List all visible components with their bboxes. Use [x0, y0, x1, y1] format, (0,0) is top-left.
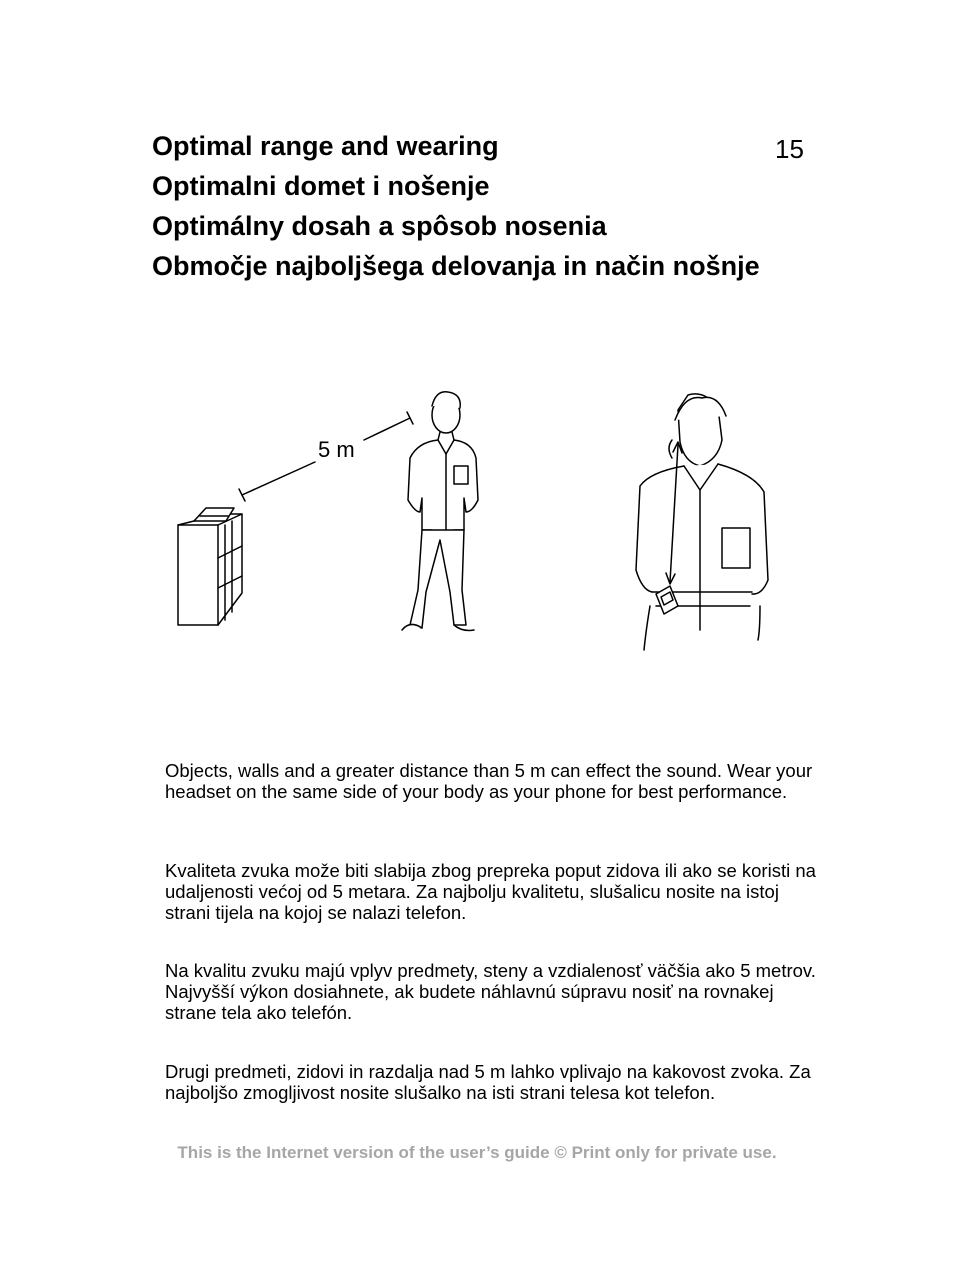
distance-label: 5 m [318, 437, 355, 462]
paragraph-slovak: Na kvalitu zvuku majú vplyv predmety, steny a vzdialenosť väčšia ako 5 metrov. Najvyšší výkon dosiahnete, ak budete náhlavnú súpravu nosiť na rovnakej strane tela ako telefón. [165, 960, 816, 1023]
heading-slovenian: Območje najboljšega delovanja in način nošnje [152, 251, 760, 281]
range-illustration [170, 380, 790, 660]
phone-icon [656, 586, 678, 614]
paragraph-croatian: Kvaliteta zvuka može biti slabija zbog prepreka poput zidova ili ako se koristi na udaljenosti većoj od 5 metara. Za najbolju kvalitetu, slušalicu nosite na istoj strani tijela na kojoj se nalazi telefon. [165, 860, 816, 923]
paragraph-english: Objects, walls and a greater distance than 5 m can effect the sound. Wear your headset on the same side of your body as your phone for best performance. [165, 760, 813, 802]
heading-group [152, 126, 832, 286]
page-number: 15 [775, 134, 804, 164]
heading-english: Optimal range and wearing [152, 131, 499, 161]
paragraph-slovenian: Drugi predmeti, zidovi in razdalja nad 5 m lahko vplivajo na kakovost zvoka. Za najboljšo zmogljivost nosite slušalko na isti strani telesa kot telefon. [165, 1061, 811, 1103]
standing-man-figure [402, 392, 478, 631]
heading-slovak: Optimálny dosah a spôsob nosenia [152, 211, 607, 241]
heading-croatian: Optimalni domet i nošenje [152, 171, 490, 201]
footer-notice: This is the Internet version of the user’s guide © Print only for private use. [177, 1143, 777, 1162]
shelf-with-phone [178, 508, 242, 625]
closeup-man-figure [636, 394, 768, 650]
